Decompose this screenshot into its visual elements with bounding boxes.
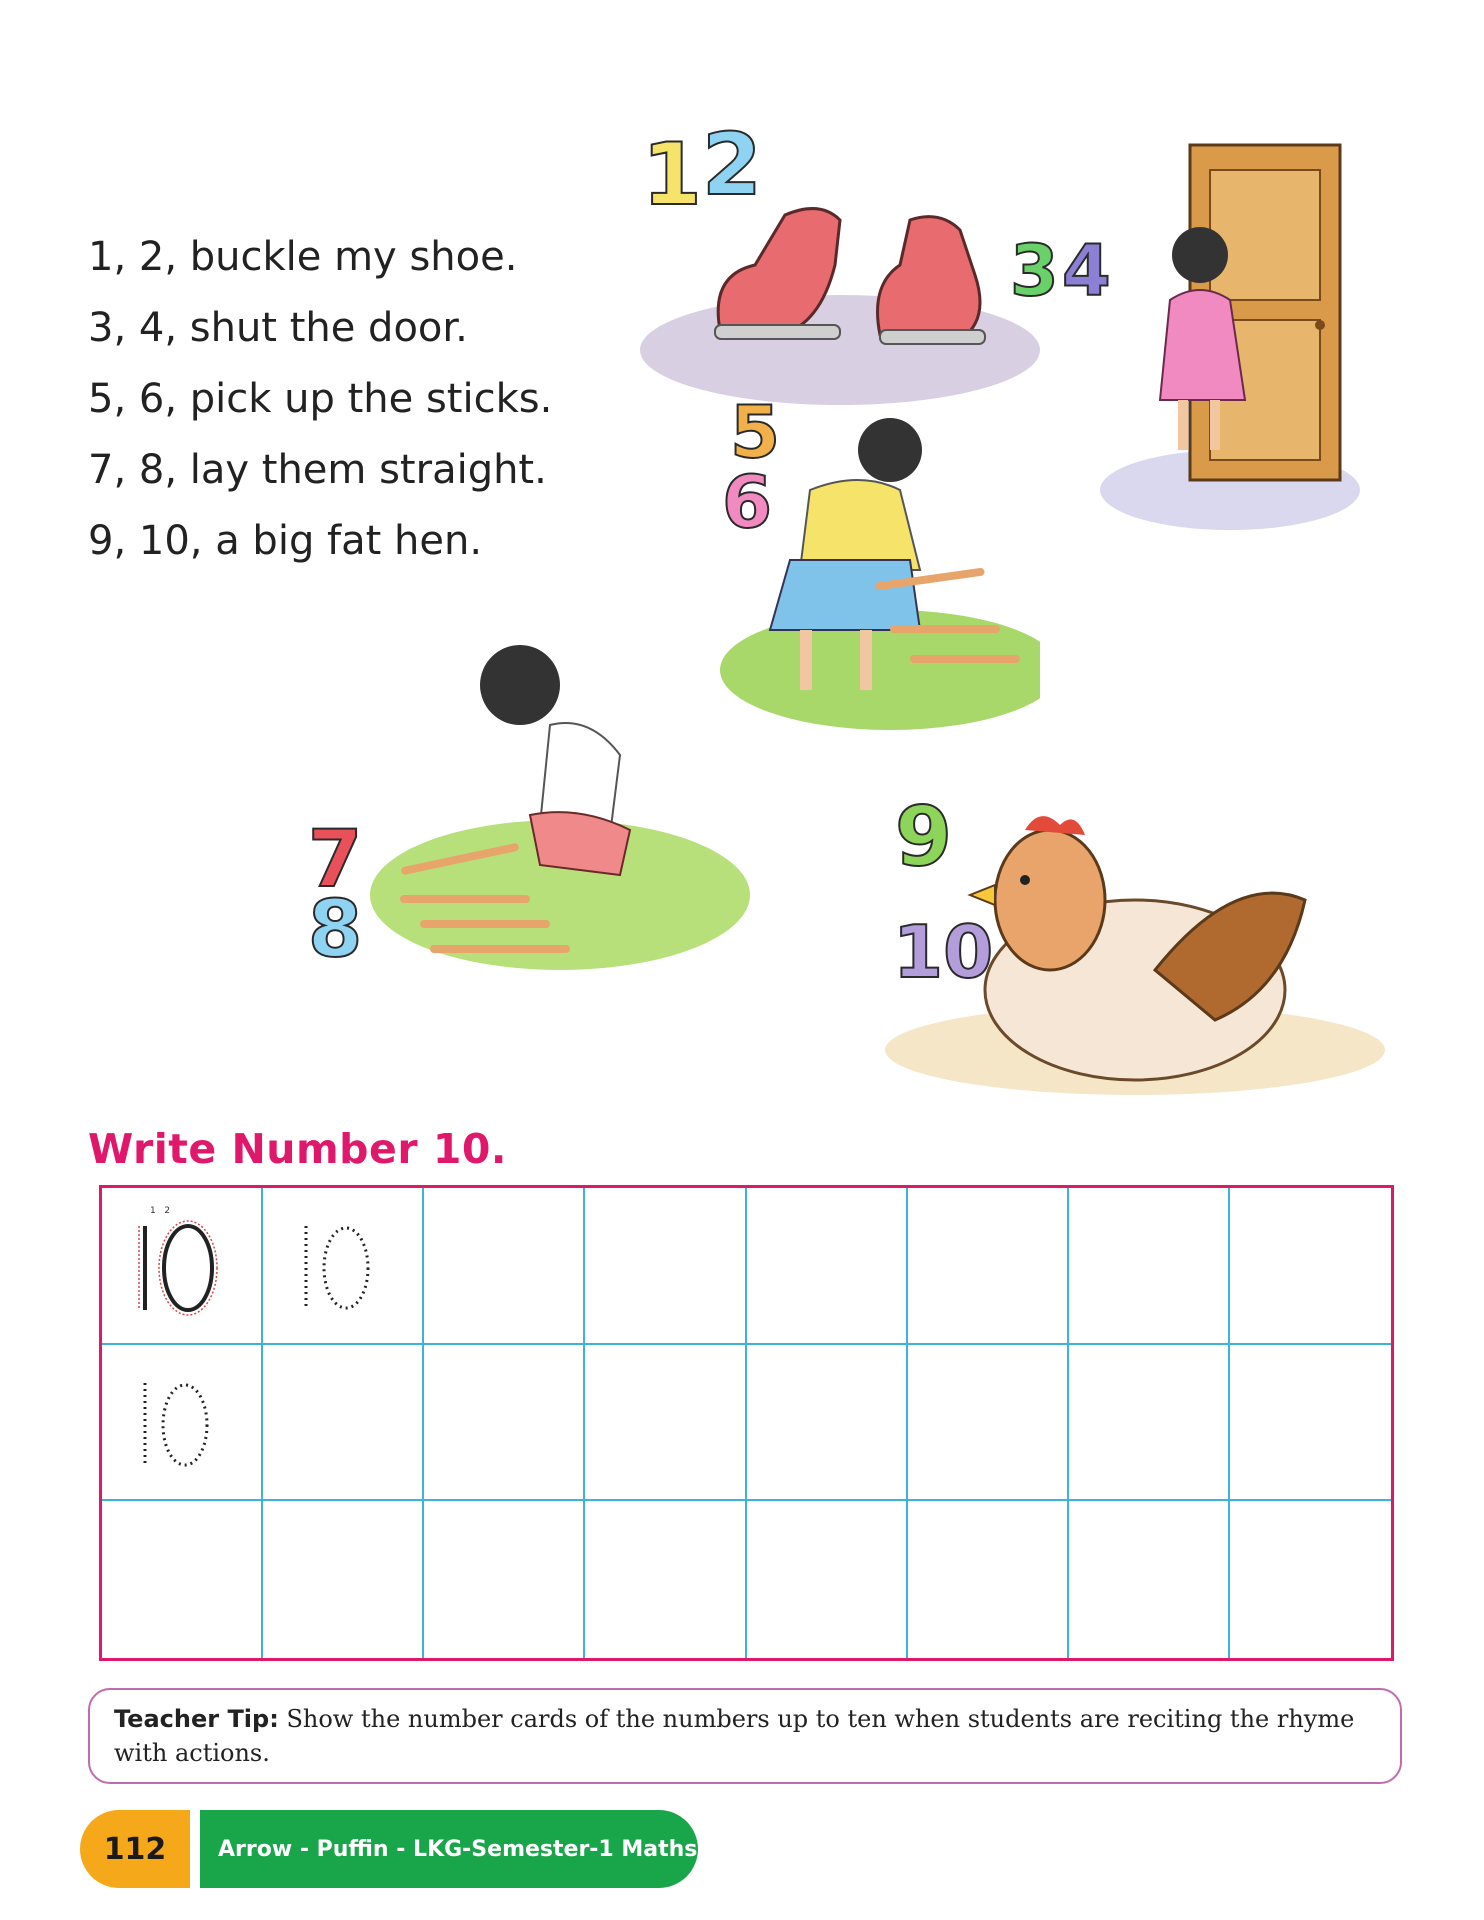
dotted-ten-icon (130, 1375, 220, 1485)
grid-cell[interactable] (585, 1188, 746, 1345)
lay-sticks-illustration (300, 615, 750, 995)
grid-cell[interactable] (747, 1188, 908, 1345)
number-1-graphic: 1 (642, 125, 702, 225)
rhyme-line: 9, 10, a big fat hen. (88, 518, 483, 564)
grid-cell[interactable] (747, 1345, 908, 1502)
grid-cell[interactable] (585, 1345, 746, 1502)
grid-cell[interactable] (1230, 1501, 1391, 1658)
grid-cell-trace[interactable] (102, 1345, 263, 1502)
grid-cell[interactable] (585, 1501, 746, 1658)
grid-cell[interactable] (908, 1188, 1069, 1345)
grid-cell[interactable] (424, 1188, 585, 1345)
stroke-order-labels: 1 2 (150, 1206, 171, 1216)
rhyme-text (88, 222, 552, 577)
writing-grid (99, 1185, 1394, 1661)
worksheet-heading: Write Number 10. (88, 1125, 507, 1173)
grid-cell-model (102, 1188, 263, 1345)
rhyme-line: 1, 2, buckle my shoe. (88, 234, 518, 280)
grid-cell[interactable] (1069, 1188, 1230, 1345)
book-title-bar: Arrow - Puffin - LKG-Semester-1 Maths (200, 1810, 698, 1888)
number-9-graphic: 9 (895, 790, 953, 885)
number-3-graphic: 3 (1010, 230, 1059, 312)
grid-cell[interactable] (1069, 1345, 1230, 1502)
number-4-graphic: 4 (1062, 230, 1111, 312)
grid-cell[interactable] (424, 1501, 585, 1658)
number-10-graphic: 10 (893, 910, 994, 994)
grid-cell[interactable] (1069, 1501, 1230, 1658)
grid-cell[interactable] (263, 1345, 424, 1502)
hen-icon (835, 790, 1385, 1100)
teacher-tip-text: Show the number cards of the numbers up to ten when students are reciting the rhyme with actions. (114, 1705, 1355, 1767)
grid-cell[interactable] (424, 1345, 585, 1502)
grid-cell[interactable] (263, 1501, 424, 1658)
hen-illustration (835, 790, 1385, 1100)
rhyme-line: 3, 4, shut the door. (88, 305, 468, 351)
model-ten-icon (130, 1218, 220, 1328)
teacher-tip-label: Teacher Tip: (114, 1705, 279, 1733)
page-number: 112 (80, 1810, 190, 1888)
grid-cell[interactable] (1230, 1188, 1391, 1345)
number-6-graphic: 6 (722, 460, 773, 544)
grid-cell-trace[interactable] (263, 1188, 424, 1345)
grid-cell[interactable] (908, 1501, 1069, 1658)
number-7-graphic: 7 (308, 815, 363, 905)
dotted-ten-icon (291, 1218, 381, 1328)
number-2-graphic: 2 (702, 115, 762, 215)
rhyme-line: 7, 8, lay them straight. (88, 447, 547, 493)
door-illustration (1010, 140, 1370, 540)
girl-at-door-icon (1010, 140, 1370, 540)
girl-laying-sticks-icon (300, 615, 750, 995)
grid-cell[interactable] (1230, 1345, 1391, 1502)
number-5-graphic: 5 (730, 390, 781, 474)
teacher-tip-box (88, 1688, 1402, 1784)
rhyme-line: 5, 6, pick up the sticks. (88, 376, 553, 422)
grid-cell[interactable] (908, 1345, 1069, 1502)
number-8-graphic: 8 (308, 885, 363, 975)
pick-sticks-illustration (700, 370, 1040, 750)
girl-picking-sticks-icon (700, 370, 1040, 750)
grid-cell[interactable] (102, 1501, 263, 1658)
grid-cell[interactable] (747, 1501, 908, 1658)
